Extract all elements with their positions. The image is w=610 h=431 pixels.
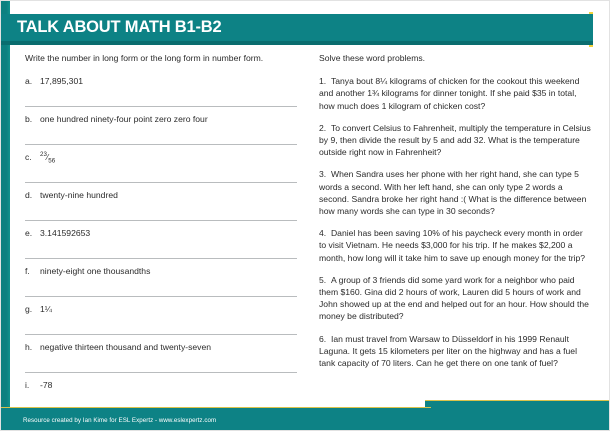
left-column-instruction: Write the number in long form or the long form in number form. <box>25 53 264 63</box>
word-problem-number: 2. <box>319 122 327 133</box>
number-form-item-row <box>25 227 303 239</box>
answer-line <box>25 334 297 335</box>
item-label: c. <box>25 152 32 163</box>
answer-line <box>25 372 297 373</box>
word-problem-text: When Sandra uses her phone with her right hand, she can type 5 words a second. With her left hand, she can only type 2 words a second. Sandra broke her right hand :( What is the difference between how many words she can type in 30 seconds? <box>319 169 587 216</box>
item-value: 3.141592653 <box>40 228 91 239</box>
column-number-forms <box>25 53 303 417</box>
item-value: 1¼ <box>40 304 52 315</box>
word-problem-text: Daniel has been saving 10% of his paycheck every month in order to visit Vietnam. He needs $3,000 for his trip. If he makes $2,200 a month, how long will it take him to save up enough money for the trip? <box>319 228 586 263</box>
answer-line <box>25 106 297 107</box>
word-problem <box>319 227 591 264</box>
fraction-denominator: 56 <box>48 157 56 165</box>
number-form-item <box>25 189 303 227</box>
answer-line <box>25 144 297 145</box>
word-problem-text: To convert Celsius to Fahrenheit, multiply the temperature in Celsius by 9, then divide the result by 5 and add 32. What is the temperature outside right now in Fahrenheit? <box>319 122 591 158</box>
word-problem <box>319 168 591 217</box>
item-value: ninety-eight one thousandths <box>40 266 151 277</box>
word-problem-text: Tanya bout 8¼ kilograms of chicken for the cookout this weekend and another 1¾ kilograms for dinner tonight. If she paid $35 in total, how much does 1 kilogram of chicken cost? <box>319 76 580 111</box>
word-problem-number: 4. <box>319 228 327 239</box>
header-banner-shadow-edge <box>1 41 593 45</box>
number-form-item <box>25 75 303 113</box>
number-form-item <box>25 151 303 189</box>
item-label: e. <box>25 228 33 239</box>
answer-line <box>25 182 297 183</box>
fraction-numerator: 23 <box>40 150 47 158</box>
number-form-item <box>25 227 303 265</box>
right-column-instruction: Solve these word problems. <box>319 53 426 63</box>
item-label: f. <box>25 266 30 277</box>
number-form-item-row <box>25 303 303 315</box>
fraction-slash: ⁄ <box>46 152 49 162</box>
word-problem <box>319 274 591 323</box>
number-form-item <box>25 265 303 303</box>
word-problem <box>319 122 591 159</box>
word-problem-number: 5. <box>319 274 327 285</box>
item-value: twenty-nine hundred <box>40 190 118 201</box>
word-problem-text: Ian must travel from Warsaw to Düsseldorf in his 1999 Renault Laguna. It gets 15 kilometers per liter on the highway and has a fuel tank capacity of 70 liters. Can he get there on one tank of fuel? <box>319 333 577 369</box>
item-label: h. <box>25 342 33 353</box>
number-form-item <box>25 303 303 341</box>
fraction-value <box>40 152 55 163</box>
answer-line <box>25 258 297 259</box>
item-value: negative thirteen thousand and twenty-seven <box>40 342 212 353</box>
item-value: 17,895,301 <box>40 76 84 87</box>
column-word-problems <box>319 53 591 379</box>
number-form-item-row <box>25 379 303 391</box>
answer-line <box>25 220 297 221</box>
word-problem <box>319 333 591 370</box>
answer-line <box>25 296 297 297</box>
item-value: one hundred ninety-four point zero zero four <box>40 114 208 125</box>
item-label: i. <box>25 380 30 391</box>
worksheet-body <box>1 53 610 393</box>
word-problem-number: 1. <box>319 76 327 87</box>
word-problem-text: A group of 3 friends did some yard work for a neighbor who paid them $160. Gina did 2 hours of work, Lauren did 5 hours of work and John showed up at the end and helped out for an hour. How should the money be distributed? <box>319 274 589 322</box>
item-label: a. <box>25 76 33 87</box>
number-form-item-row <box>25 151 303 163</box>
word-problem-list <box>319 75 591 369</box>
footer-gold-accent-left <box>1 407 431 408</box>
number-form-item-row <box>25 75 303 87</box>
number-form-item-row <box>25 113 303 125</box>
number-form-item-row <box>25 341 303 353</box>
number-form-item-row <box>25 189 303 201</box>
item-label: b. <box>25 114 33 125</box>
number-form-item <box>25 113 303 151</box>
footer-bar-right <box>425 401 610 430</box>
number-form-item <box>25 341 303 379</box>
item-label: d. <box>25 190 33 201</box>
item-label: g. <box>25 304 33 315</box>
item-value <box>40 152 55 163</box>
number-form-item-list <box>25 75 303 417</box>
item-value: -78 <box>40 380 53 391</box>
number-form-item-row <box>25 265 303 277</box>
footer-credit: Resource created by Ian Kime for ESL Expertz - www.eslexpertz.com <box>23 417 217 424</box>
page-title: TALK ABOUT MATH B1-B2 <box>17 18 222 36</box>
word-problem-number: 6. <box>319 333 327 344</box>
word-problem <box>319 75 591 112</box>
word-problem-number: 3. <box>319 169 327 180</box>
footer-gold-accent-right <box>425 400 610 401</box>
